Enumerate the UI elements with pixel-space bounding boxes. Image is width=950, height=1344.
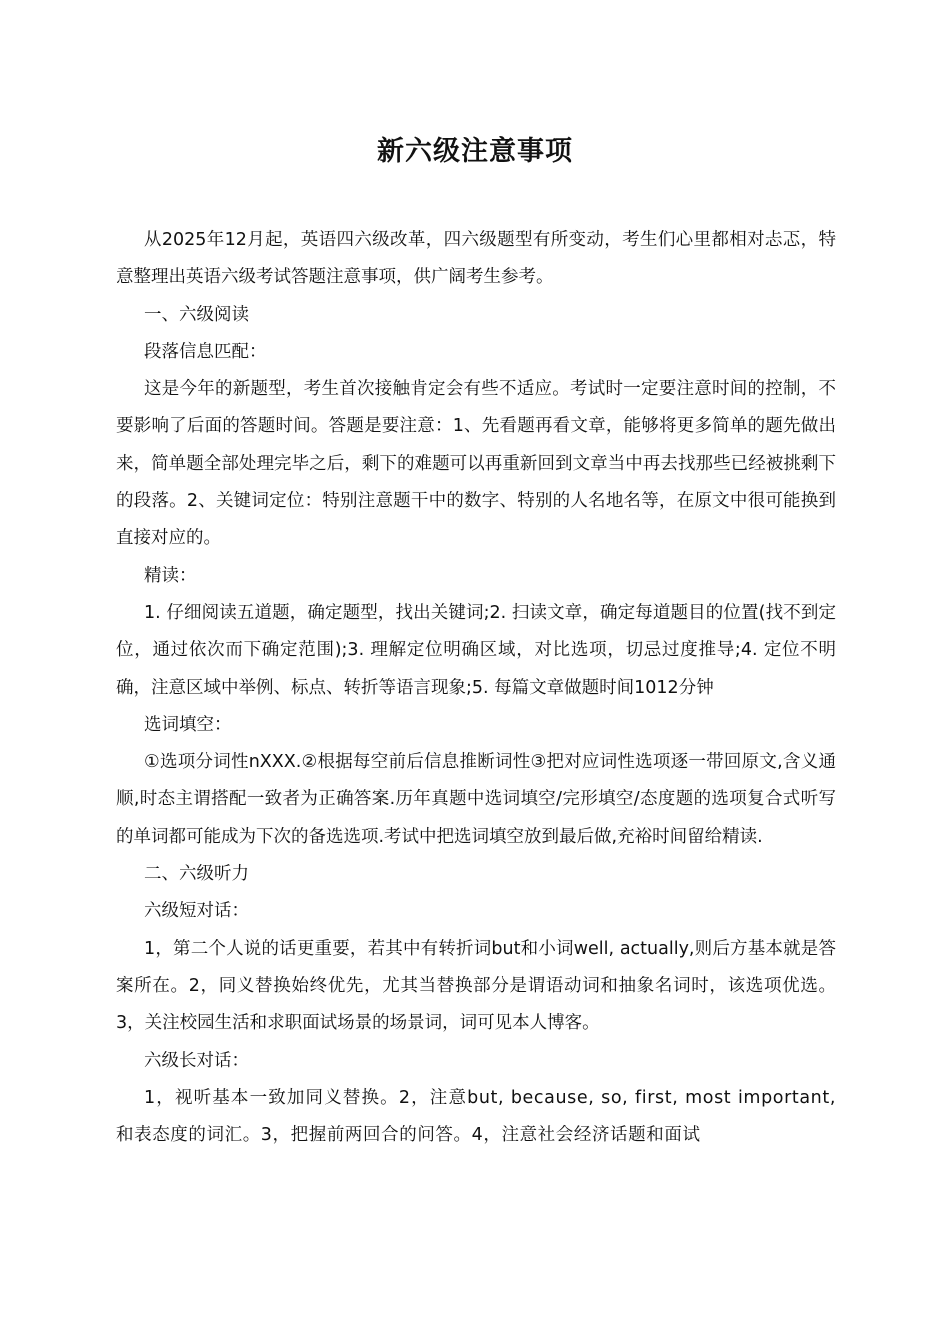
paragraph-word-fill-tips: ①选项分词性nXXX.②根据每空前后信息推断词性③把对应词性选项逐一带回原文,含义通顺,时态主谓搭配一致者为正确答案.历年真题中选词填空/完形填空/态度题的选项复合式听写的单词都可能成为下次的备选选项.考试中把选词填空放到最后做,充裕时间留给精读. [116, 752, 836, 847]
document-title: 新六级注意事项 [377, 136, 573, 167]
subheading-word-fill: 选词填空： [144, 714, 232, 735]
section-heading-reading: 一、六级阅读 [144, 304, 249, 325]
paragraph-careful-reading-tips: 1. 仔细阅读五道题，确定题型，找出关键词;2. 扫读文章，确定每道题目的位置(找不到定位，通过依次而下确定范围);3. 理解定位明确区域，对比选项，切忌过度推导;4. 定位不明确，注意区域中举例、标点、转折等语言现象;5. 每篇文章做题时间1012分钟 [116, 602, 836, 698]
subheading-short-dialogue: 六级短对话： [144, 901, 249, 922]
subheading-paragraph-matching: 段落信息匹配： [144, 341, 267, 362]
subheading-long-dialogue: 六级长对话： [144, 1050, 249, 1071]
document-body [116, 222, 836, 1154]
subheading-careful-reading: 精读： [144, 565, 197, 586]
section-heading-listening: 二、六级听力 [144, 864, 249, 885]
paragraph-short-dialogue-tips: 1，第二个人说的话更重要，若其中有转折词but和小词well, actually,则后方基本就是答案所在。2，同义替换始终优先，尤其当替换部分是谓语动词和抽象名词时，该选项优选。3，关注校园生活和求职面试场景的场景词，词可见本人博客。 [116, 938, 836, 1034]
paragraph-intro: 从2025年12月起，英语四六级改革，四六级题型有所变动，考生们心里都相对忐忑，特意整理出英语六级考试答题注意事项，供广阔考生参考。 [116, 230, 836, 288]
paragraph-matching-tips: 这是今年的新题型，考生首次接触肯定会有些不适应。考试时一定要注意时间的控制，不要影响了后面的答题时间。答题是要注意：1、先看题再看文章，能够将更多简单的题先做出来，简单题全部处理完毕之后，剩下的难题可以再重新回到文章当中再去找那些已经被挑剩下的段落。2、关键词定位：特别注意题干中的数字、特别的人名地名等，在原文中很可能换到直接对应的。 [116, 379, 836, 549]
paragraph-long-dialogue-tips: 1，视听基本一致加同义替换。2，注意but, because, so, first, most important, 和表态度的词汇。3，把握前两回合的问答。4，注意社会经济话题和面试 [116, 1087, 836, 1146]
